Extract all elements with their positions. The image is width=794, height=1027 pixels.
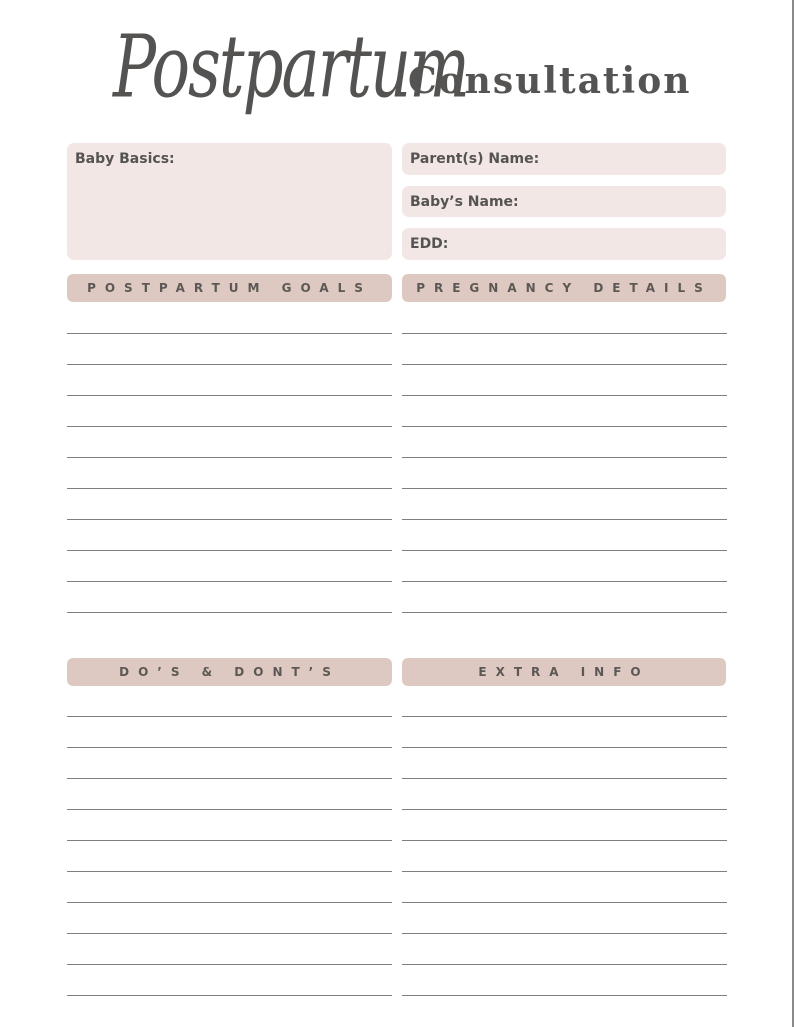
writing-line [402, 778, 727, 779]
baby-basics-field[interactable] [67, 143, 392, 260]
writing-line [67, 333, 392, 334]
writing-line [67, 457, 392, 458]
writing-line [402, 902, 727, 903]
writing-line [402, 581, 727, 582]
writing-line [67, 716, 392, 717]
writing-line [402, 457, 727, 458]
dos-donts-header: DO’S & DONT’S [67, 658, 392, 686]
writing-line [67, 612, 392, 613]
writing-line [67, 933, 392, 934]
writing-line [67, 902, 392, 903]
parents-name-label: Parent(s) Name: [410, 151, 540, 167]
pregnancy-details-header: PREGNANCY DETAILS [402, 274, 726, 302]
writing-line [402, 333, 727, 334]
writing-line [67, 778, 392, 779]
writing-line [67, 871, 392, 872]
writing-line [402, 840, 727, 841]
title-script: Postpartum [113, 18, 468, 118]
parents-name-field[interactable] [402, 143, 726, 175]
writing-line [402, 871, 727, 872]
writing-line [67, 426, 392, 427]
writing-line [402, 364, 727, 365]
writing-line [402, 964, 727, 965]
babys-name-field[interactable] [402, 186, 726, 217]
writing-line [67, 995, 392, 996]
writing-line [67, 840, 392, 841]
writing-line [402, 426, 727, 427]
writing-line [402, 612, 727, 613]
writing-line [402, 747, 727, 748]
writing-line [402, 933, 727, 934]
babys-name-label: Baby’s Name: [410, 194, 519, 210]
writing-line [402, 488, 727, 489]
title-consultation: Consultation [408, 60, 692, 102]
writing-line [402, 550, 727, 551]
writing-line [402, 716, 727, 717]
writing-line [402, 995, 727, 996]
writing-line [67, 364, 392, 365]
writing-line [67, 519, 392, 520]
baby-basics-label: Baby Basics: [75, 151, 175, 167]
writing-line [67, 395, 392, 396]
edd-label: EDD: [410, 236, 449, 252]
writing-line [402, 809, 727, 810]
writing-line [67, 964, 392, 965]
extra-info-header: EXTRA INFO [402, 658, 726, 686]
writing-line [67, 488, 392, 489]
writing-line [67, 581, 392, 582]
writing-line [67, 809, 392, 810]
writing-line [402, 395, 727, 396]
edd-field[interactable] [402, 228, 726, 260]
writing-line [67, 550, 392, 551]
writing-line [67, 747, 392, 748]
writing-line [402, 519, 727, 520]
postpartum-goals-header: POSTPARTUM GOALS [67, 274, 392, 302]
